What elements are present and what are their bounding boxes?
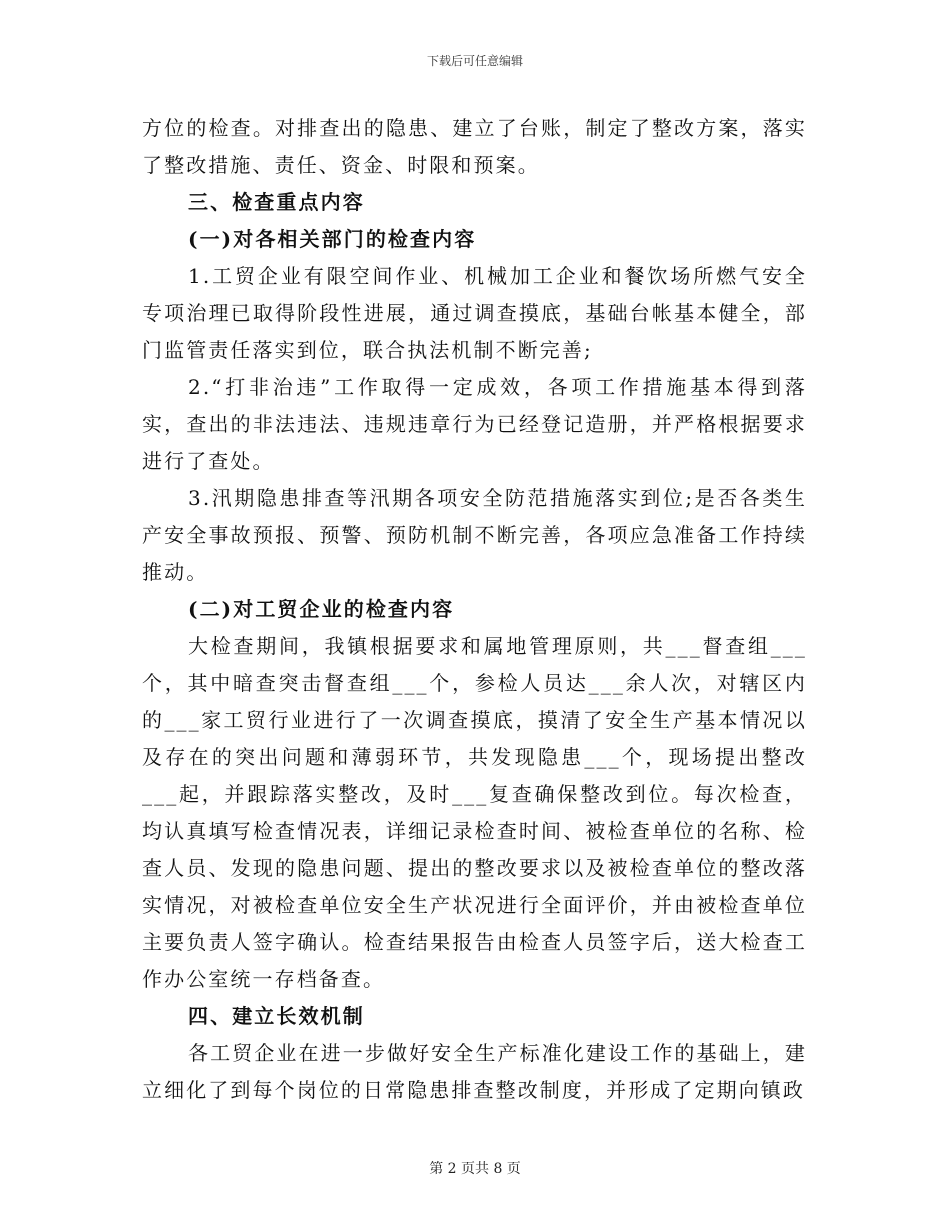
paragraph-long-term-mechanism: 各工贸企业在进一步做好安全生产标准化建设工作的基础上，建立细化了到每个岗位的日常隐患排查整改制度，并形成了定期向镇政 — [142, 1041, 807, 1102]
list-item-3: 3.汛期隐患排查等汛期各项安全防范措施落实到位;是否各类生产安全事故预报、预警、预防机制不断完善，各项应急准备工作持续推动。 — [142, 486, 807, 584]
page-header-note: 下载后可任意编辑 — [426, 54, 523, 68]
section-heading-3: 三、检查重点内容 — [188, 190, 365, 214]
page-number: 第 2 页共 8 页 — [429, 1161, 521, 1177]
document-body — [142, 110, 807, 1109]
paragraph-inspection-details: 大检查期间，我镇根据要求和属地管理原则，共___督查组___个，其中暗查突击督查组___个，参检人员达___余人次，对辖区内的___家工贸行业进行了一次调查摸底，摸清了安全生产基本情况以及存在的突出问题和薄弱环节，共发现隐患___个，现场提出整改___起，并跟踪落实整改，及时___复查确保整改到位。每次检查，均认真填写检查情况表，详细记录检查时间、被检查单位的名称、检查人员、发现的隐患问题、提出的整改要求以及被检查单位的整改落实情况，对被检查单位安全生产状况进行全面评价，并由被检查单位主要负责人签字确认。检查结果报告由检查人员签字后，送大检查工作办公室统一存档备查。 — [142, 634, 807, 991]
subsection-heading-departments: (一)对各相关部门的检查内容 — [188, 227, 477, 251]
list-item-1: 1.工贸企业有限空间作业、机械加工企业和餐饮场所燃气安全专项治理已取得阶段性进展，通过调查摸底，基础台帐基本健全，部门监管责任落实到位，联合执法机制不断完善; — [142, 264, 807, 362]
subsection-heading-enterprises: (二)对工贸企业的检查内容 — [188, 597, 455, 621]
paragraph-inspection-scope: 方位的检查。对排查出的隐患、建立了台账，制定了整改方案，落实了整改措施、责任、资金、时限和预案。 — [142, 116, 807, 177]
section-heading-4: 四、建立长效机制 — [188, 1004, 365, 1028]
list-item-2: 2.“打非治违”工作取得一定成效，各项工作措施基本得到落实，查出的非法违法、违规违章行为已经登记造册，并严格根据要求进行了查处。 — [142, 375, 807, 473]
